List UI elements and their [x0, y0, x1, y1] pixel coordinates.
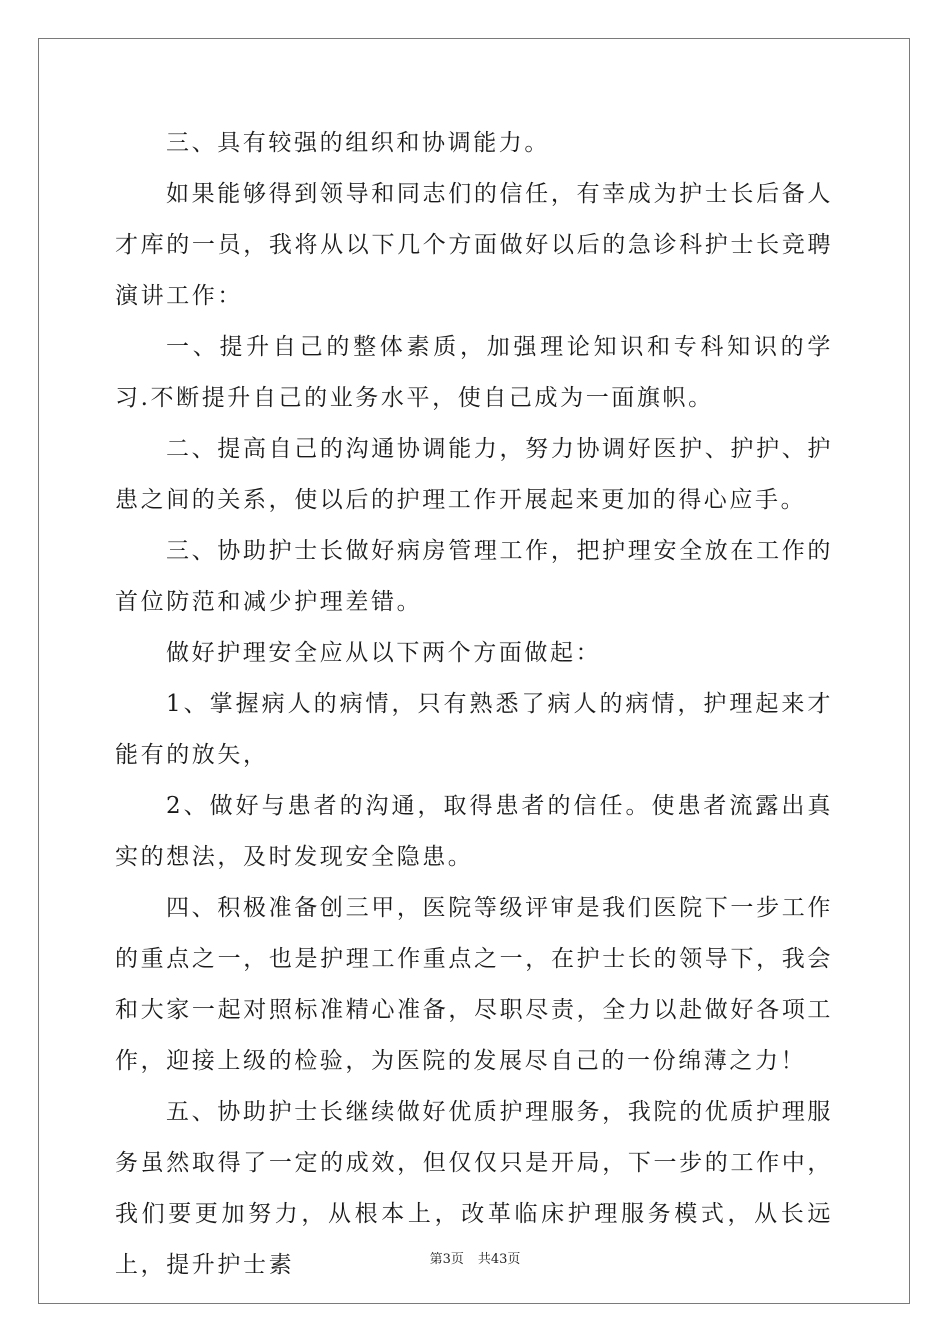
paragraph: 1、掌握病人的病情，只有熟悉了病人的病情，护理起来才能有的放矢，	[115, 691, 833, 768]
paragraph: 五、协助护士长继续做好优质护理服务，我院的优质护理服务虽然取得了一定的成效，但仅仅只是开局，下一步的工作中，我们要更加努力，从根本上，改革临床护理服务模式，从长远上，提升护士素	[115, 1099, 833, 1278]
paragraph: 2、做好与患者的沟通，取得患者的信任。使患者流露出真实的想法，及时发现安全隐患。	[115, 793, 833, 870]
paragraph: 二、提高自己的沟通协调能力，努力协调好医护、护护、护患之间的关系，使以后的护理工作开展起来更加的得心应手。	[115, 436, 833, 513]
document-body	[115, 118, 833, 1291]
paragraph: 一、提升自己的整体素质，加强理论知识和专科知识的学习.不断提升自己的业务水平，使自己成为一面旗帜。	[115, 334, 833, 411]
page-number-total: 共43页	[477, 1252, 521, 1267]
paragraph: 三、具有较强的组织和协调能力。	[166, 130, 550, 156]
page-number-current: 第3页	[429, 1252, 464, 1267]
page-footer	[0, 1248, 950, 1267]
paragraph: 做好护理安全应从以下两个方面做起：	[166, 640, 602, 666]
paragraph: 如果能够得到领导和同志们的信任，有幸成为护士长后备人才库的一员，我将从以下几个方面做好以后的急诊科护士长竞聘演讲工作：	[115, 181, 833, 309]
paragraph: 四、积极准备创三甲，医院等级评审是我们医院下一步工作的重点之一，也是护理工作重点之一，在护士长的领导下，我会和大家一起对照标准精心准备，尽职尽责，全力以赴做好各项工作，迎接上级的检验，为医院的发展尽自己的一份绵薄之力！	[115, 895, 833, 1074]
paragraph: 三、协助护士长做好病房管理工作，把护理安全放在工作的首位防范和减少护理差错。	[115, 538, 833, 615]
